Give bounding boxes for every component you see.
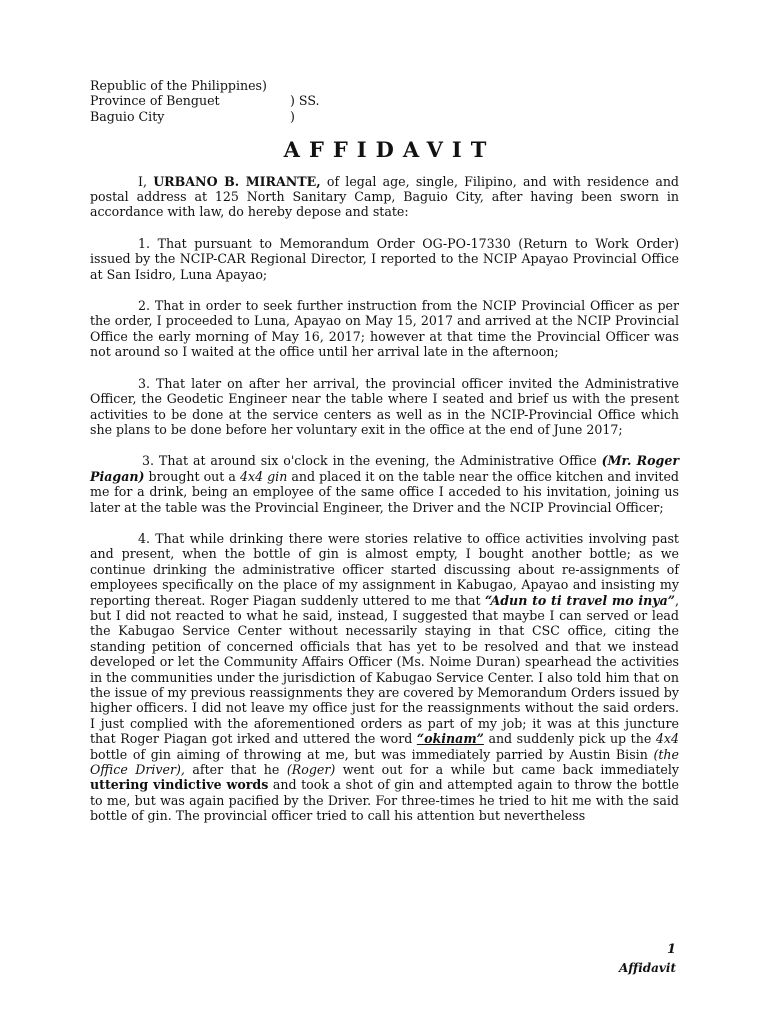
- venue-city: Baguio City: [90, 108, 165, 124]
- document-title: AFFIDAVIT: [283, 137, 496, 163]
- footer-label: Affidavit: [618, 961, 676, 975]
- p3b-text-a: 3. That at around six o'clock in the evening, the Administrative Office: [142, 453, 602, 469]
- p4-4x4: 4x4: [655, 731, 679, 747]
- p4-text-e: and suddenly pick up the: [483, 731, 656, 747]
- p4-roger: (Roger): [286, 762, 336, 778]
- intro-prefix: I,: [138, 173, 154, 189]
- p4-text-c: , but I did not reacted to what he said, instead, I suggested that maybe I can served or lead the Kabugao Service Center without necessarily staying in that CSC office, citing the standing petition of concerned officials that has yet to be resolved and that we instead developed or let the Community Affairs Officer (Ms. Noime Duran) spearhead the activities in the communities under the jurisdiction of Kabugao Service Center. I also told him that on the issue of my previous reassignments they are covered by Memorandum Orders issued by higher officers. I did not leave my office just for the reassignments without the said orders. I just complied with the aforementioned orders as part of my job; it was at this juncture that Roger Piagan got irked and uttered the word: [90, 592, 679, 747]
- venue-ss: ) SS.: [290, 93, 320, 109]
- venue-block: [90, 78, 679, 124]
- paragraph-2: 2. That in order to seek further instruction from the NCIP Provincial Officer as per the order, I proceeded to Luna, Apayao on May 15, 2017 and arrived at the NCIP Provincial Office the early morning of May 16, 2017; however at that time the Provincial Officer was not around so I waited at the office until her arrival late in the afternoon;: [90, 298, 679, 360]
- affidavit-page: [90, 78, 679, 824]
- p3b-text-c: brought out a: [144, 468, 240, 484]
- affiant-name: URBANO B. MIRANTE,: [153, 173, 321, 189]
- intro-text: of legal age, single, Filipino, and with residence and postal address at 125 North Sanitary Camp, Baguio City, after having been sworn in accordance with law, do hereby depose and state:: [90, 173, 679, 220]
- p4-vindictive: uttering vindictive words: [90, 777, 269, 793]
- p4-text-a: 4. That while drinking there were stories relative to office activities involving past and present, when the bottle of gin is almost empty, I bought another bottle; as we continue drinking the administrative officer started discussing about re-assignments of employees specifically on the place of my assignment in Kabugao, Apayao and insisting my reporting thereat. Roger Piagan suddenly uttered to me that: [90, 530, 679, 608]
- p4-text-g: bottle of gin aiming of throwing at me, but was immediately parried by Austin Bisin: [90, 746, 654, 762]
- p4-quote-1: “Adun to ti travel mo inya”: [484, 592, 675, 608]
- p3b-name: (Mr. Roger Piagan): [90, 453, 679, 484]
- p3b-gin: 4x4 gin: [239, 468, 288, 484]
- p4-driver: (the Office Driver),: [90, 746, 679, 778]
- paragraph-3: 3. That later on after her arrival, the provincial officer invited the Administrative Officer, the Geodetic Engineer near the table where I seated and brief us with the present activities to be done at the service centers as well as in the NCIP-Provincial Office which she plans to be done before her voluntary exit in the office at the end of June 2017;: [90, 375, 679, 437]
- p3b-text-e: and placed it on the table near the office kitchen and invited me for a drink, being an employee of the same office I acceded to his invitation, joining us later at the table was the Provincial Engineer, the Driver and the NCIP Provincial Officer;: [90, 468, 679, 515]
- paragraph-1: 1. That pursuant to Memorandum Order OG-PO-17330 (Return to Work Order) issued by the NCIP-CAR Regional Director, I reported to the NCIP Apayao Provincial Office at San Isidro, Luna Apayao;: [90, 235, 679, 282]
- p4-text-m: and took a shot of gin and attempted again to throw the bottle to me, but was again pacified by the Driver. For three-times he tried to hit me with the said bottle of gin. The provincial officer tried to call his attention but nevertheless: [90, 777, 679, 824]
- venue-paren: ): [290, 108, 295, 124]
- paragraph-3b: [90, 453, 679, 515]
- p4-text-k: went out for a while but came back immediately: [335, 762, 680, 778]
- venue-province: Province of Benguet: [90, 93, 220, 109]
- venue-republic: Republic of the Philippines): [90, 78, 267, 93]
- p4-text-i: after that he: [184, 762, 287, 778]
- page-number: 1: [666, 942, 676, 957]
- page-footer: [619, 942, 676, 975]
- p4-quote-okinam: “okinam”: [416, 731, 484, 747]
- intro-paragraph: [90, 174, 679, 220]
- paragraph-4: [90, 531, 679, 824]
